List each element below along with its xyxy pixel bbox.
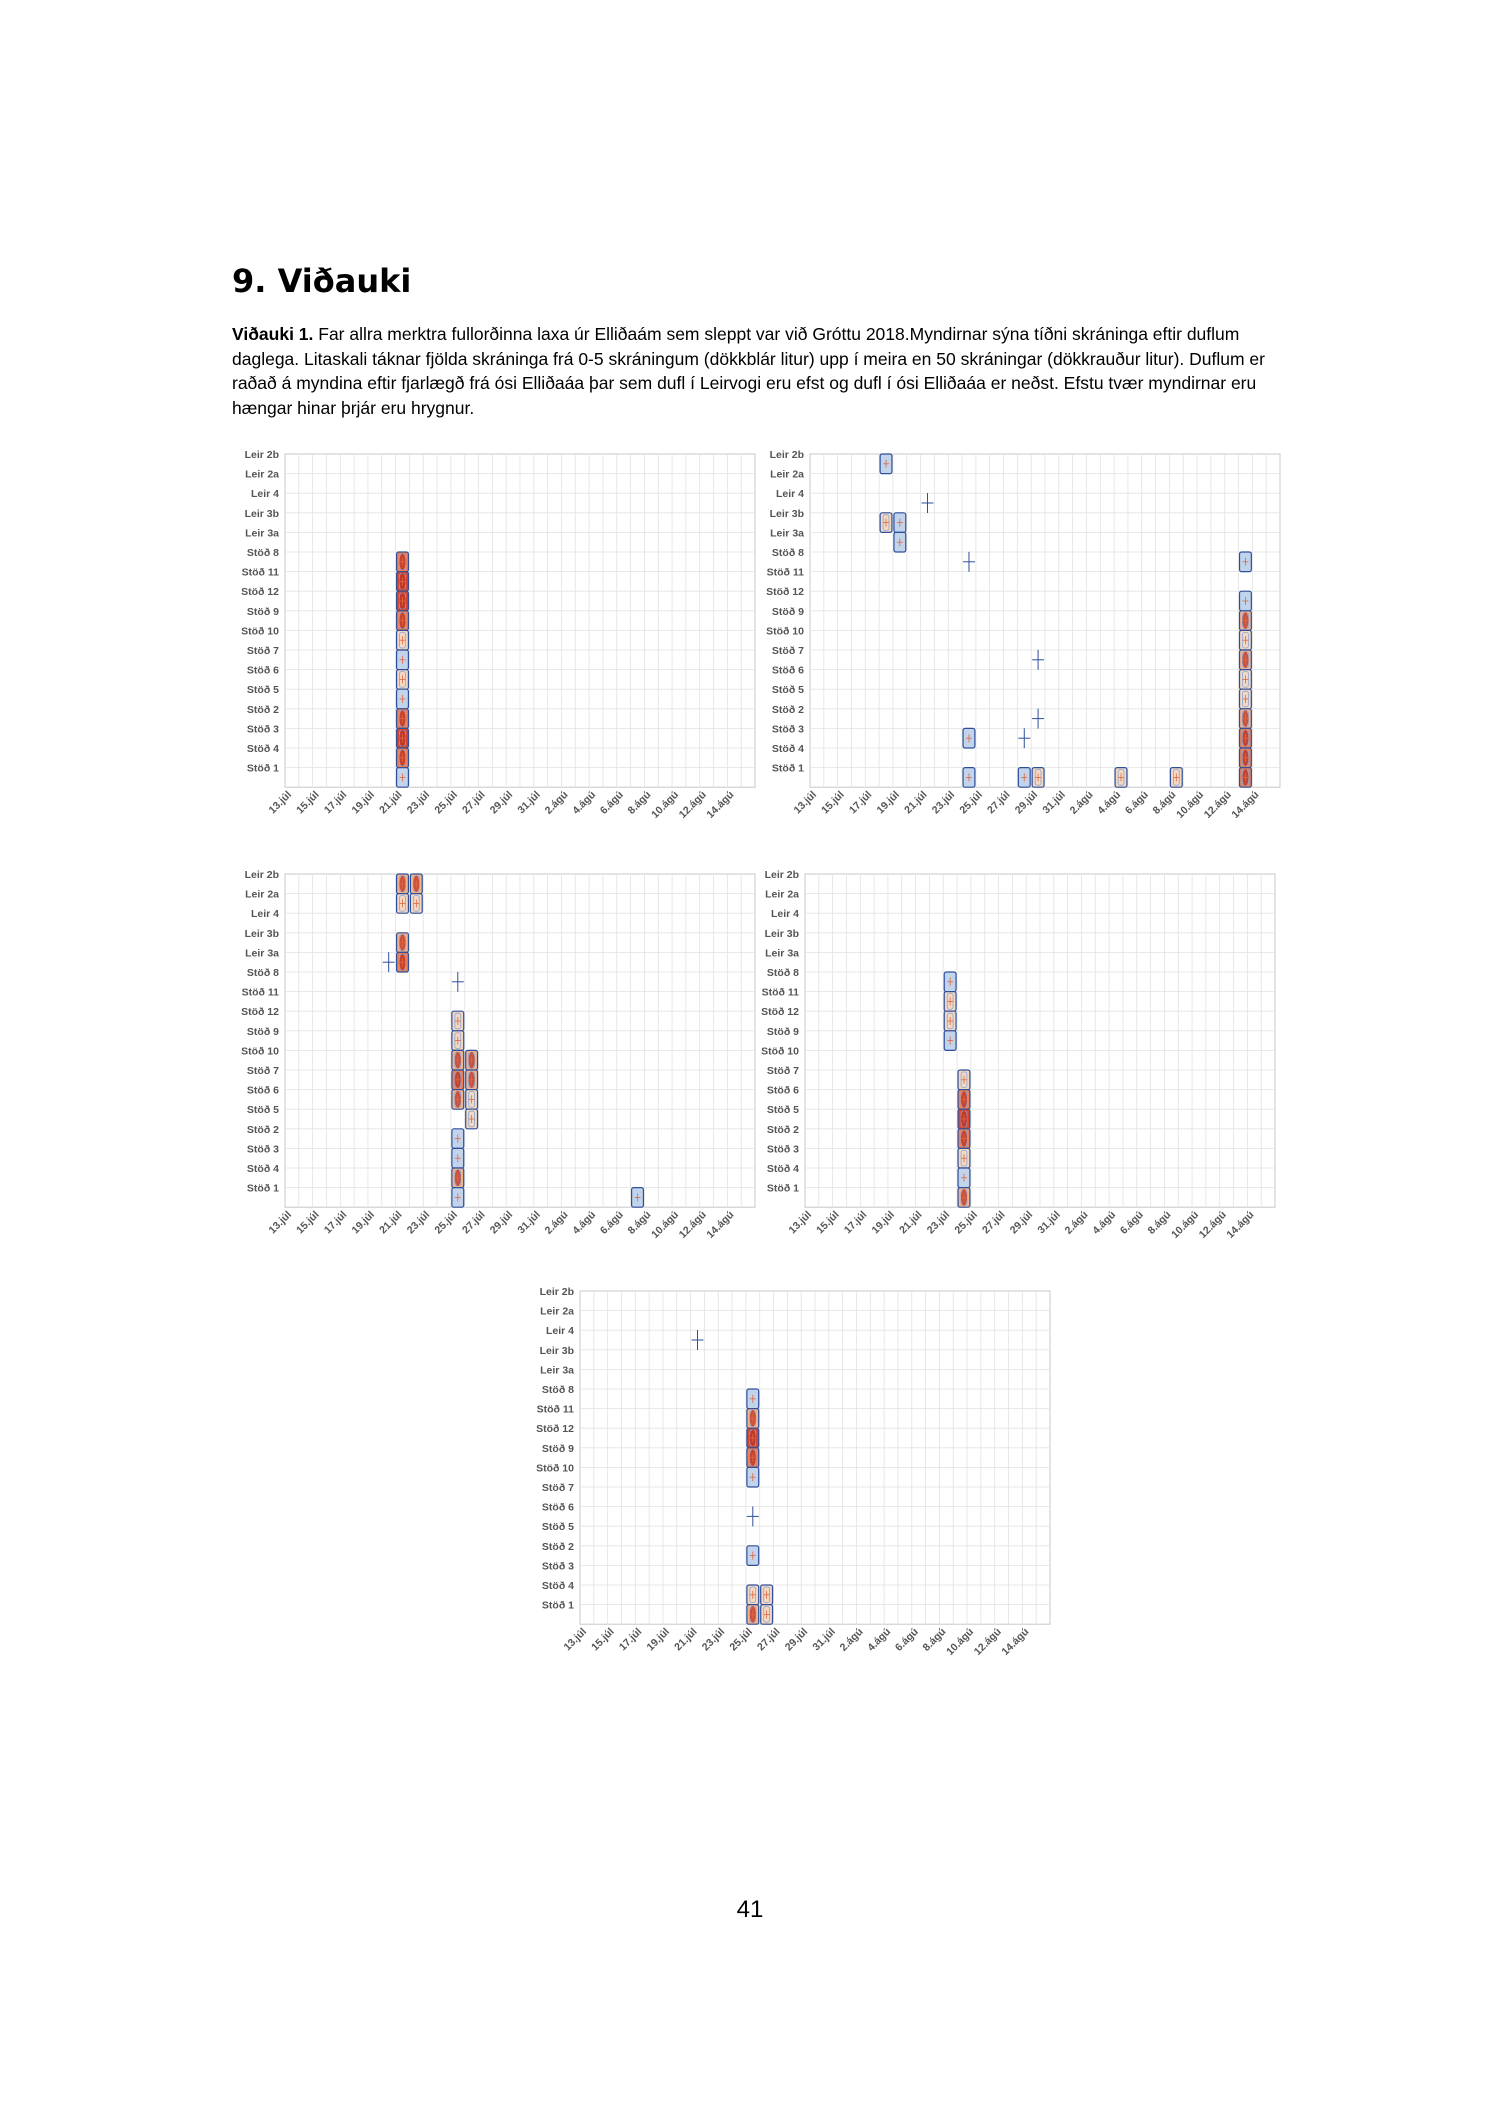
x-tick-label: 13.júl xyxy=(561,1625,590,1654)
x-tick-label: 31.júl xyxy=(810,1625,838,1654)
y-tick-label: Stöð 5 xyxy=(771,684,804,697)
x-tick-label: 15.júl xyxy=(819,788,847,817)
y-tick-label: Stöð 11 xyxy=(761,986,799,999)
y-tick-label: Leir 2a xyxy=(770,468,804,481)
y-tick-label: Stöð 7 xyxy=(246,645,279,657)
y-tick-label: Stöð 12 xyxy=(761,1006,799,1019)
x-tick-label: 21.júl xyxy=(672,1625,700,1654)
x-tick-label: 14.ágú xyxy=(999,1625,1032,1658)
x-tick-label: 2.ágú xyxy=(542,788,571,817)
x-tick-label: 8.ágú xyxy=(920,1625,949,1654)
y-tick-label: Stöð 5 xyxy=(541,1521,574,1534)
y-tick-label: Stöð 12 xyxy=(241,1006,279,1019)
heatmap-hængur-2 xyxy=(755,448,1285,828)
x-tick-label: 23.júl xyxy=(404,788,433,817)
x-tick-label: 15.júl xyxy=(589,1625,617,1654)
x-tick-label: 8.ágú xyxy=(1145,1208,1174,1237)
y-tick-label: Stöð 12 xyxy=(766,586,804,599)
y-tick-label: Stöð 1 xyxy=(771,762,804,775)
x-tick-label: 27.júl xyxy=(985,788,1013,817)
y-tick-label: Leir 4 xyxy=(545,1325,574,1338)
heatmap-hrygna-1 xyxy=(230,868,760,1248)
x-tick-label: 25.júl xyxy=(957,788,985,817)
y-tick-label: Leir 2b xyxy=(244,869,279,881)
x-tick-label: 23.júl xyxy=(699,1625,728,1654)
y-tick-label: Leir 4 xyxy=(770,908,799,921)
y-tick-label: Leir 2b xyxy=(764,869,799,881)
y-tick-label: Stöð 1 xyxy=(246,1182,279,1195)
heatmap-hrygna-2 xyxy=(750,868,1280,1248)
x-tick-label: 25.júl xyxy=(432,788,460,817)
x-tick-label: 13.júl xyxy=(791,788,820,817)
y-tick-label: Stöð 12 xyxy=(536,1423,574,1436)
y-tick-label: Leir 2b xyxy=(244,449,279,461)
x-tick-label: 17.júl xyxy=(616,1625,645,1654)
x-tick-label: 10.ágú xyxy=(944,1625,977,1658)
y-tick-label: Stöð 1 xyxy=(541,1599,574,1612)
y-tick-label: Stöð 12 xyxy=(241,586,279,599)
x-tick-label: 2.ágú xyxy=(1062,1208,1091,1237)
x-tick-label: 14.ágú xyxy=(704,1208,737,1241)
y-tick-label: Leir 2b xyxy=(769,449,804,461)
y-tick-label: Stöð 11 xyxy=(766,566,804,579)
y-tick-label: Leir 2b xyxy=(539,1286,574,1298)
y-tick-label: Stöð 2 xyxy=(541,1540,574,1553)
y-tick-label: Stöð 11 xyxy=(241,566,279,579)
y-tick-label: Stöð 2 xyxy=(246,703,279,716)
x-tick-label: 17.júl xyxy=(321,788,350,817)
heatmap-hrygna-3 xyxy=(525,1285,1055,1665)
x-tick-label: 29.júl xyxy=(782,1625,811,1654)
x-tick-label: 13.júl xyxy=(266,1208,295,1237)
x-tick-label: 4.ágú xyxy=(570,788,599,817)
x-tick-label: 13.júl xyxy=(266,788,295,817)
y-tick-label: Stöð 10 xyxy=(241,1045,279,1058)
x-tick-label: 21.júl xyxy=(897,1208,925,1237)
x-tick-label: 21.júl xyxy=(902,788,930,817)
y-tick-label: Stöð 9 xyxy=(771,605,804,618)
y-tick-label: Leir 4 xyxy=(250,488,279,501)
y-tick-label: Stöð 2 xyxy=(771,703,804,716)
y-tick-label: Stöð 9 xyxy=(246,1025,279,1038)
y-tick-label: Stöð 8 xyxy=(246,967,279,979)
x-tick-label: 10.ágú xyxy=(1174,788,1207,821)
y-tick-label: Stöð 7 xyxy=(766,1065,799,1077)
appendix-heading: 9. Viðauki xyxy=(232,262,412,300)
x-tick-label: 6.ágú xyxy=(1122,788,1151,817)
x-tick-label: 31.júl xyxy=(515,788,543,817)
x-tick-label: 27.júl xyxy=(460,788,488,817)
x-tick-label: 23.júl xyxy=(929,788,958,817)
y-tick-label: Stöð 10 xyxy=(766,625,804,638)
x-tick-label: 29.júl xyxy=(1012,788,1041,817)
y-tick-label: Stöð 8 xyxy=(766,967,799,979)
heatmap-hængur-1 xyxy=(230,448,760,828)
x-tick-label: 8.ágú xyxy=(1150,788,1179,817)
y-tick-label: Stöð 7 xyxy=(771,645,804,657)
y-tick-label: Stöð 6 xyxy=(771,664,804,677)
x-tick-label: 8.ágú xyxy=(625,1208,654,1237)
x-tick-label: 17.júl xyxy=(841,1208,870,1237)
y-tick-label: Leir 4 xyxy=(775,488,804,501)
x-tick-label: 6.ágú xyxy=(892,1625,921,1654)
y-tick-label: Stöð 8 xyxy=(771,547,804,559)
y-tick-label: Stöð 2 xyxy=(246,1123,279,1136)
x-tick-label: 4.ágú xyxy=(1090,1208,1119,1237)
x-tick-label: 8.ágú xyxy=(625,788,654,817)
y-tick-label: Leir 3b xyxy=(769,507,804,520)
x-tick-label: 10.ágú xyxy=(649,1208,682,1241)
y-tick-label: Leir 3a xyxy=(540,1364,574,1377)
caption-text: Far allra merktra fullorðinna laxa úr Elliðaám sem sleppt var við Gróttu 2018.Myndirnar sýna tíðni skráninga eftir duflum daglega. Litaskali táknar fjölda skráninga frá 0-5 skráningum (dökkblár litur) upp í meira en 50 skráningar (dökkrauður litur). Duflum er raðað á myndina eftir fjarlægð frá ósi Elliðaáa þar sem dufl í Leirvogi eru efst og dufl í ósi Elliðaáa er neðst. Efstu tvær myndirnar eru hængar hinar þrjár eru hrygnur. xyxy=(232,324,1265,418)
y-tick-label: Stöð 4 xyxy=(771,743,804,755)
x-tick-label: 31.júl xyxy=(1040,788,1068,817)
x-tick-label: 12.ágú xyxy=(1201,788,1234,821)
y-tick-label: Stöð 5 xyxy=(246,684,279,697)
x-tick-label: 19.júl xyxy=(349,1208,377,1237)
y-tick-label: Stöð 6 xyxy=(541,1501,574,1514)
x-tick-label: 19.júl xyxy=(349,788,377,817)
x-tick-label: 6.ágú xyxy=(597,1208,626,1237)
x-tick-label: 23.júl xyxy=(924,1208,953,1237)
x-tick-label: 17.júl xyxy=(321,1208,350,1237)
y-tick-label: Stöð 1 xyxy=(766,1182,799,1195)
y-tick-label: Leir 2a xyxy=(540,1305,574,1318)
y-tick-label: Stöð 3 xyxy=(766,1143,799,1156)
x-tick-label: 21.júl xyxy=(377,788,405,817)
y-tick-label: Leir 3a xyxy=(245,527,279,540)
y-tick-label: Stöð 11 xyxy=(536,1403,574,1416)
x-tick-label: 25.júl xyxy=(952,1208,980,1237)
x-tick-label: 12.ágú xyxy=(971,1625,1004,1658)
y-tick-label: Stöð 2 xyxy=(766,1123,799,1136)
y-tick-label: Leir 2a xyxy=(245,888,279,901)
x-tick-label: 2.ágú xyxy=(542,1208,571,1237)
x-tick-label: 23.júl xyxy=(404,1208,433,1237)
x-tick-label: 10.ágú xyxy=(649,788,682,821)
y-tick-label: Stöð 11 xyxy=(241,986,279,999)
y-tick-label: Stöð 9 xyxy=(541,1442,574,1455)
x-tick-label: 2.ágú xyxy=(1067,788,1096,817)
y-tick-label: Stöð 6 xyxy=(246,664,279,677)
x-tick-label: 15.júl xyxy=(294,788,322,817)
x-tick-label: 15.júl xyxy=(814,1208,842,1237)
x-tick-label: 25.júl xyxy=(432,1208,460,1237)
y-tick-label: Leir 3a xyxy=(245,947,279,960)
x-tick-label: 4.ágú xyxy=(570,1208,599,1237)
x-tick-label: 14.ágú xyxy=(704,788,737,821)
y-tick-label: Leir 4 xyxy=(250,908,279,921)
x-tick-label: 13.júl xyxy=(786,1208,815,1237)
y-tick-label: Stöð 7 xyxy=(246,1065,279,1077)
x-tick-label: 6.ágú xyxy=(597,788,626,817)
y-tick-label: Leir 3b xyxy=(244,927,279,940)
caption-label: Viðauki 1. xyxy=(232,324,314,344)
y-tick-label: Stöð 3 xyxy=(771,723,804,736)
y-tick-label: Stöð 6 xyxy=(246,1084,279,1097)
y-tick-label: Stöð 5 xyxy=(246,1104,279,1117)
x-tick-label: 29.júl xyxy=(1007,1208,1036,1237)
x-tick-label: 27.júl xyxy=(460,1208,488,1237)
x-tick-label: 10.ágú xyxy=(1169,1208,1202,1241)
y-tick-label: Stöð 4 xyxy=(246,1163,279,1175)
x-tick-label: 25.júl xyxy=(727,1625,755,1654)
y-tick-label: Stöð 8 xyxy=(541,1384,574,1396)
page-number: 41 xyxy=(736,1896,764,1923)
x-tick-label: 19.júl xyxy=(874,788,902,817)
x-tick-label: 6.ágú xyxy=(1117,1208,1146,1237)
x-tick-label: 4.ágú xyxy=(1095,788,1124,817)
y-tick-label: Leir 3a xyxy=(765,947,799,960)
y-tick-label: Stöð 8 xyxy=(246,547,279,559)
y-tick-label: Stöð 4 xyxy=(541,1580,574,1592)
y-tick-label: Stöð 9 xyxy=(246,605,279,618)
x-tick-label: 27.júl xyxy=(980,1208,1008,1237)
x-tick-label: 31.júl xyxy=(515,1208,543,1237)
x-tick-label: 31.júl xyxy=(1035,1208,1063,1237)
y-tick-label: Stöð 7 xyxy=(541,1482,574,1494)
x-tick-label: 14.ágú xyxy=(1224,1208,1257,1241)
appendix-caption xyxy=(232,322,1282,420)
y-tick-label: Stöð 6 xyxy=(766,1084,799,1097)
y-tick-label: Stöð 1 xyxy=(246,762,279,775)
y-tick-label: Stöð 4 xyxy=(246,743,279,755)
x-tick-label: 21.júl xyxy=(377,1208,405,1237)
x-tick-label: 12.ágú xyxy=(1196,1208,1229,1241)
x-tick-label: 27.júl xyxy=(755,1625,783,1654)
y-tick-label: Stöð 4 xyxy=(766,1163,799,1175)
y-tick-label: Leir 3b xyxy=(539,1344,574,1357)
x-tick-label: 19.júl xyxy=(869,1208,897,1237)
x-tick-label: 12.ágú xyxy=(676,788,709,821)
x-tick-label: 4.ágú xyxy=(865,1625,894,1654)
x-tick-label: 12.ágú xyxy=(676,1208,709,1241)
y-tick-label: Stöð 10 xyxy=(761,1045,799,1058)
y-tick-label: Leir 2a xyxy=(765,888,799,901)
y-tick-label: Leir 3b xyxy=(244,507,279,520)
x-tick-label: 17.júl xyxy=(846,788,875,817)
x-tick-label: 29.júl xyxy=(487,788,516,817)
x-tick-label: 15.júl xyxy=(294,1208,322,1237)
y-tick-label: Leir 3b xyxy=(764,927,799,940)
y-tick-label: Stöð 3 xyxy=(246,723,279,736)
y-tick-label: Stöð 10 xyxy=(536,1462,574,1475)
y-tick-label: Stöð 3 xyxy=(246,1143,279,1156)
x-tick-label: 19.júl xyxy=(644,1625,672,1654)
y-tick-label: Leir 2a xyxy=(245,468,279,481)
y-tick-label: Stöð 5 xyxy=(766,1104,799,1117)
y-tick-label: Stöð 3 xyxy=(541,1560,574,1573)
y-tick-label: Leir 3a xyxy=(770,527,804,540)
y-tick-label: Stöð 9 xyxy=(766,1025,799,1038)
x-tick-label: 2.ágú xyxy=(837,1625,866,1654)
x-tick-label: 29.júl xyxy=(487,1208,516,1237)
x-tick-label: 14.ágú xyxy=(1229,788,1262,821)
y-tick-label: Stöð 10 xyxy=(241,625,279,638)
